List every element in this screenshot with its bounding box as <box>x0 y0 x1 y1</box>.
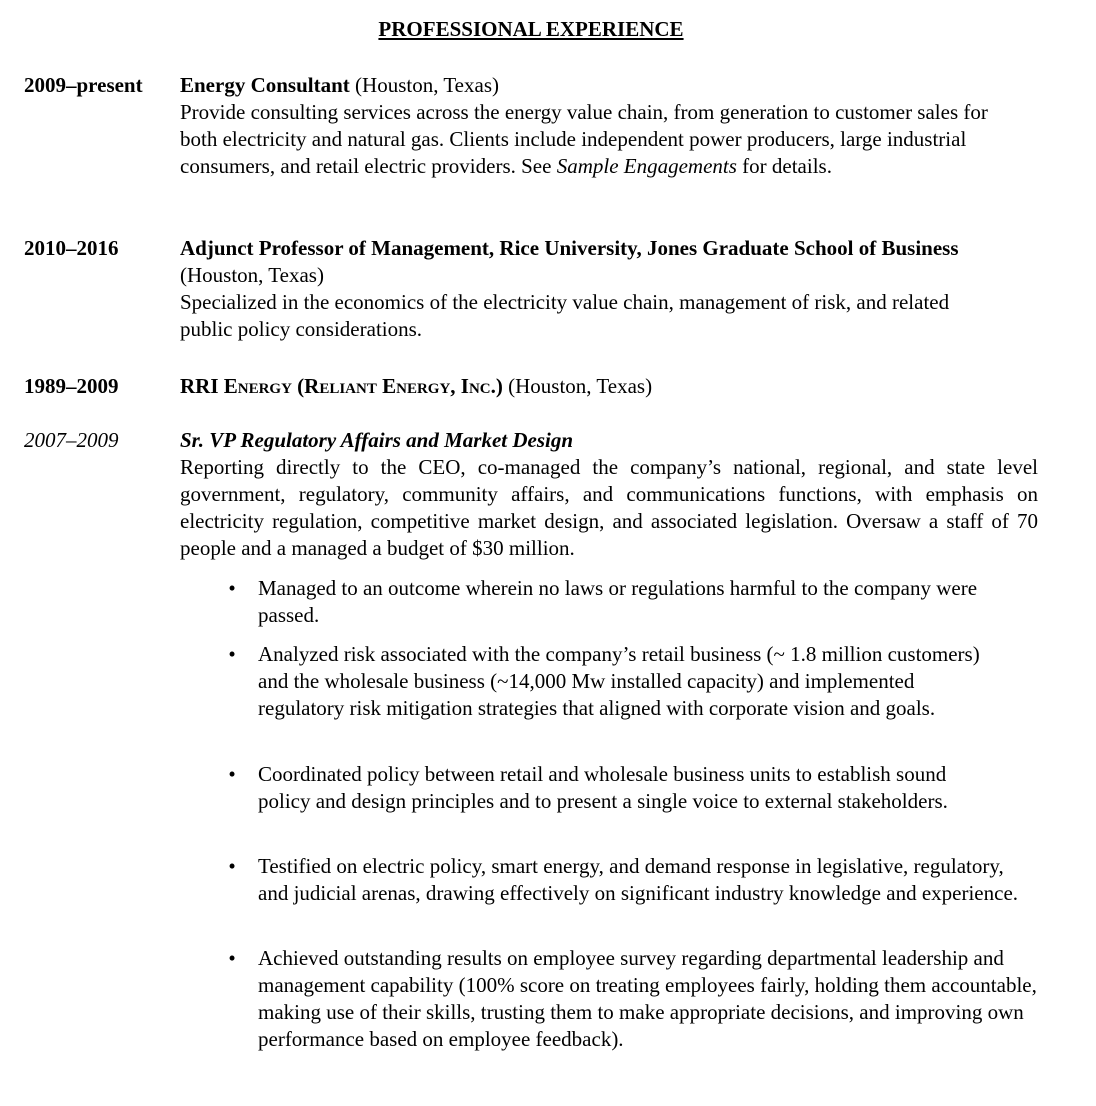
entry-date: 2009–present <box>24 73 143 97</box>
job-title: Adjunct Professor of Management, Rice University, Jones Graduate School of Business <box>180 236 959 260</box>
company-name: RRI Energy (Reliant Energy, Inc.) <box>180 374 503 398</box>
job-location: (Houston, Texas) <box>180 263 324 287</box>
job-title: Sr. VP Regulatory Affairs and Market Design <box>180 428 574 452</box>
list-item: • Testified on electric policy, smart energy, and demand response in legislative, regulatory, and judicial arenas, drawing effectively on significant industry knowledge and experience. <box>258 853 1018 907</box>
bullet-icon: • <box>228 762 236 786</box>
job-description: Provide consulting services across the energy value chain, from generation to customer sales for both electricity and natural gas. Clients include independent power producers, large industrial consumers, and retail electric providers. See Sample Engagements for details. <box>180 100 988 178</box>
bullet-icon: • <box>228 854 236 878</box>
job-title: Energy Consultant <box>180 73 350 97</box>
list-item: • Managed to an outcome wherein no laws or regulations harmful to the company were passed. <box>258 575 1038 629</box>
bullet-icon: • <box>228 576 236 600</box>
job-description: Specialized in the economics of the electricity value chain, management of risk, and related public policy considerations. <box>180 290 950 341</box>
job-location: (Houston, Texas) <box>508 374 653 398</box>
bullet-icon: • <box>228 946 236 970</box>
list-item: • Achieved outstanding results on employee survey regarding departmental leadership and management capability (100% score on treating employees fairly, holding them accountable, making use of their skills, trusting them to make appropriate decisions, and improving own performance based on employee feedback). <box>258 945 1043 1053</box>
list-item: • Coordinated policy between retail and wholesale business units to establish sound policy and design principles and to present a single voice to external stakeholders. <box>258 761 988 815</box>
job-location: (Houston, Texas) <box>355 73 499 97</box>
job-description: Reporting directly to the CEO, co-managed the company’s national, regional, and state level government, regulatory, community affairs, and communications functions, with emphasis on electricity regulation, competitive market design, and associated legislation. Oversaw a staff of 70 people and a managed a budget of $30 million. <box>180 455 1038 560</box>
bullet-icon: • <box>228 642 236 666</box>
list-item: • Analyzed risk associated with the company’s retail business (~ 1.8 million customers) and the wholesale business (~14,000 Mw installed capacity) and implemented regulatory risk mitigation strategies that aligned with corporate vision and goals. <box>258 641 998 722</box>
sample-engagements-reference: Sample Engagements <box>556 154 737 178</box>
section-title: PROFESSIONAL EXPERIENCE <box>378 17 684 41</box>
entry-date: 2007–2009 <box>24 428 119 452</box>
entry-date: 2010–2016 <box>24 236 119 260</box>
entry-date: 1989–2009 <box>24 374 119 398</box>
